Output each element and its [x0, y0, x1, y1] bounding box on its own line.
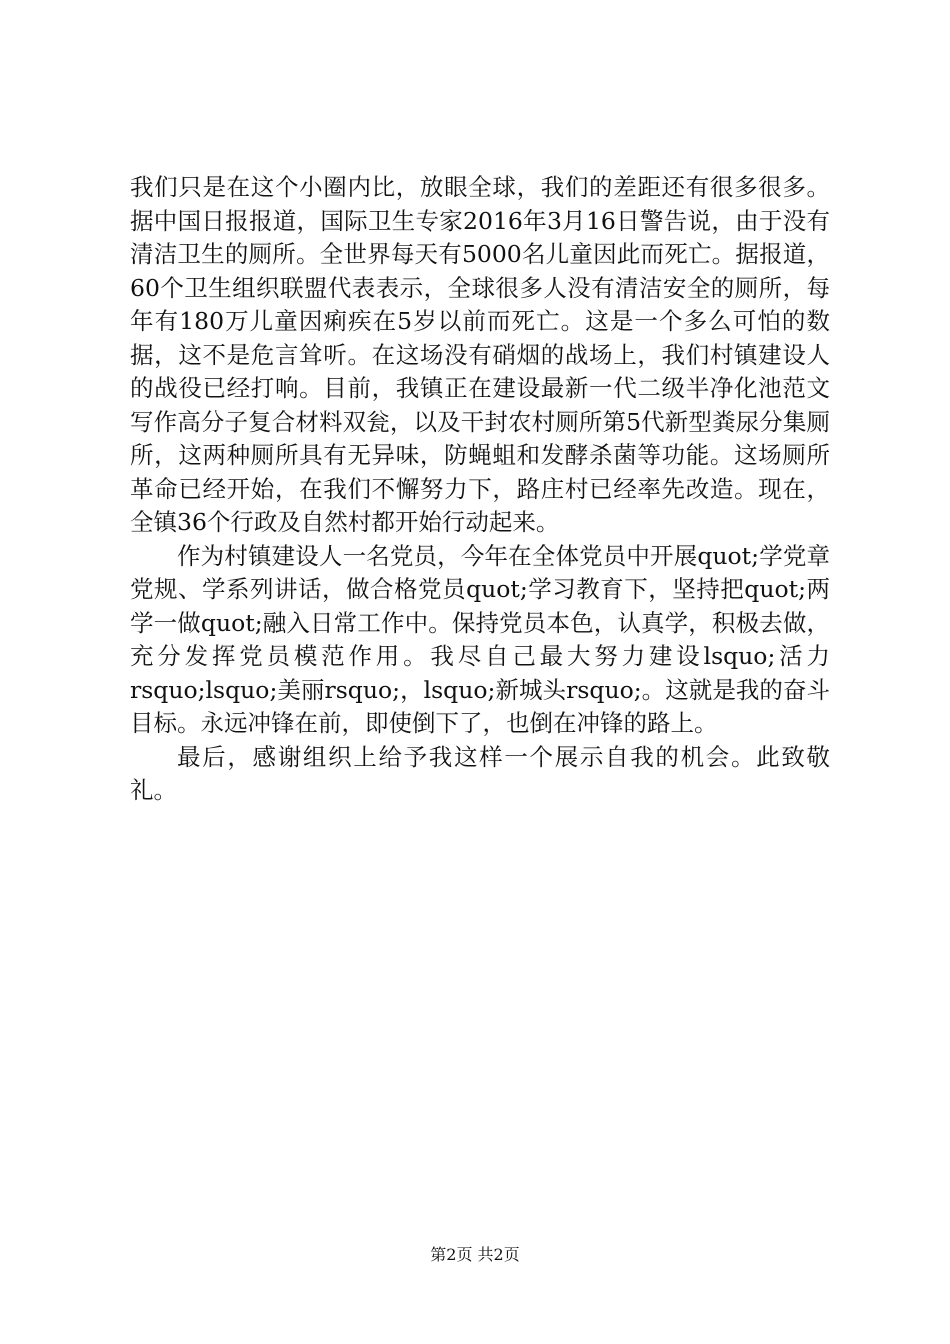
page-number-footer: 第2页 共2页	[430, 1245, 520, 1264]
document-body	[130, 171, 830, 808]
paragraph-1: 我们只是在这个小圈内比，放眼全球，我们的差距还有很多很多。据中国日报报道，国际卫生专家2016年3月16日警告说，由于没有清洁卫生的厕所。全世界每天有5000名儿童因此而死亡。据报道，60个卫生组织联盟代表表示，全球很多人没有清洁安全的厕所，每年有180万儿童因痢疾在5岁以前而死亡。这是一个多么可怕的数据，这不是危言耸听。在这场没有硝烟的战场上，我们村镇建设人的战役已经打响。目前，我镇正在建设最新一代二级半净化池范文写作高分子复合材料双瓮，以及干封农村厕所第5代新型粪尿分集厕所，这两种厕所具有无异味，防蝇蛆和发酵杀菌等功能。这场厕所革命已经开始，在我们不懈努力下，路庄村已经率先改造。现在，全镇36个行政及自然村都开始行动起来。	[130, 173, 830, 536]
paragraph-3: 最后，感谢组织上给予我这样一个展示自我的机会。此致敬礼。	[130, 742, 830, 804]
paragraph-2: 作为村镇建设人一名党员，今年在全体党员中开展quot;学党章党规、学系列讲话，做合格党员quot;学习教育下，坚持把quot;两学一做quot;融入日常工作中。保持党员本色，认真学，积极去做，充分发挥党员模范作用。我尽自己最大努力建设lsquo;活力rsquo;lsquo;美丽rsquo;，lsquo;新城头rsquo;。这就是我的奋斗目标。永远冲锋在前，即使倒下了，也倒在冲锋的路上。	[130, 541, 830, 737]
